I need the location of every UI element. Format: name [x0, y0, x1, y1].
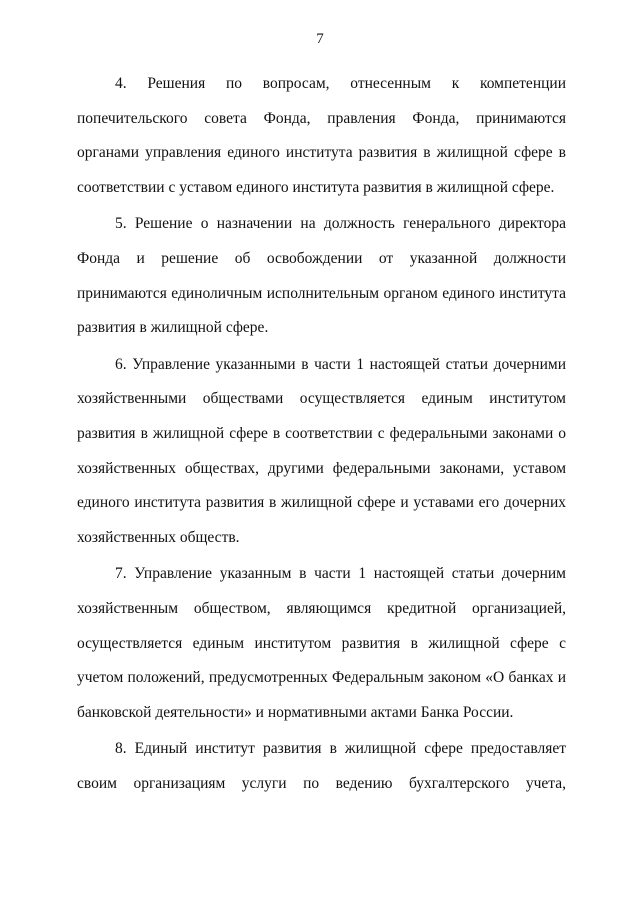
- page-number: 7: [316, 31, 324, 47]
- document-body: [77, 67, 566, 803]
- paragraph-7: 7. Управление указанным в части 1 настоящей статьи дочерним хозяйственным обществом, являющимся кредитной организацией, осуществляется единым институтом развития в жилищной сфере с учетом положений, предусмотренных Федеральным законом «О банках и банковской деятельности» и нормативными актами Банка России.: [77, 565, 566, 721]
- paragraph-5: 5. Решение о назначении на должность генерального директора Фонда и решение об освобождении от указанной должности принимаются единоличным исполнительным органом единого института развития в жилищной сфере.: [77, 215, 566, 337]
- paragraph-8: 8. Единый институт развития в жилищной сфере предоставляет своим организациям услуги по ведению бухгалтерского учета,: [77, 740, 566, 792]
- paragraph-4: 4. Решения по вопросам, отнесенным к компетенции попечительского совета Фонда, правления Фонда, принимаются органами управления единого института развития в жилищной сфере в соответствии с уставом единого института развития в жилищной сфере.: [77, 75, 566, 196]
- paragraph-6: 6. Управление указанными в части 1 настоящей статьи дочерними хозяйственными обществами осуществляется единым институтом развития в жилищной сфере в соответствии с федеральными законами о хозяйственных обществах, другими федеральными законами, уставом единого института развития в жилищной сфере и уставами его дочерних хозяйственных обществ.: [77, 355, 566, 546]
